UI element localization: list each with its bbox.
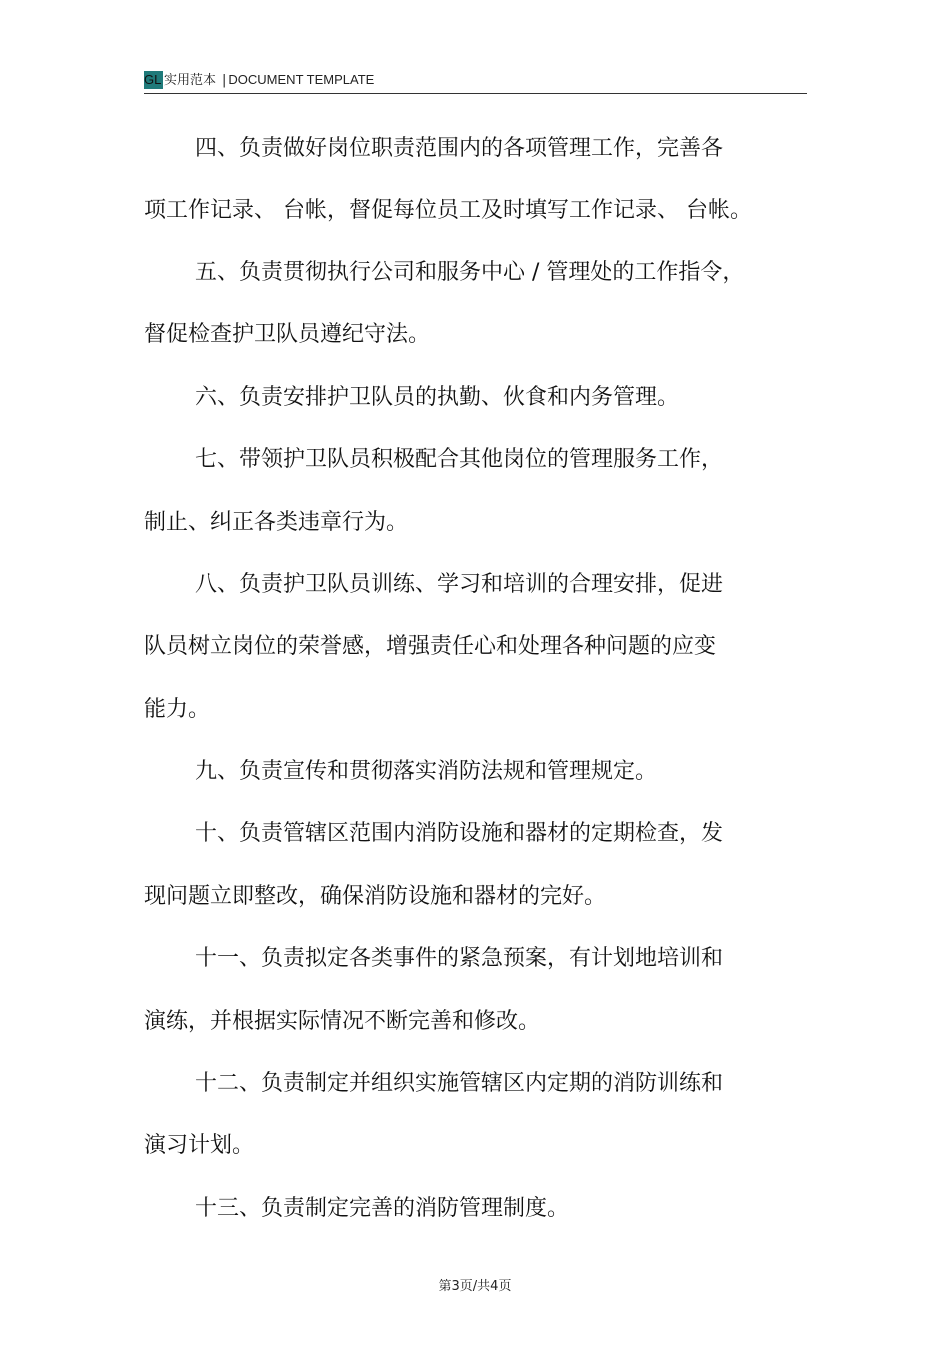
logo-text: GL (144, 72, 162, 87)
body-line: 十、负责管辖区范围内消防设施和器材的定期检查，发 (195, 821, 724, 846)
doc-type-label: DOCUMENT TEMPLATE (228, 72, 375, 87)
body-line: 九、负责宣传和贯彻落实消防法规和管理规定。 (195, 759, 658, 784)
body-line: 十三、负责制定完善的消防管理制度。 (195, 1196, 570, 1221)
header-separator: | (222, 73, 227, 88)
page-number: 第3页/共4页 (438, 1279, 512, 1294)
body-line: 演习计划。 (144, 1133, 255, 1158)
body-line: 项工作记录、 台帐，督促每位员工及时填写工作记录、 台帐。 (144, 198, 752, 223)
document-header (144, 68, 807, 94)
body-line: 七、带领护卫队员积极配合其他岗位的管理服务工作， (195, 447, 724, 472)
body-line: 现问题立即整改，确保消防设施和器材的完好。 (144, 884, 607, 909)
header-title (164, 71, 374, 90)
body-line: 四、负责做好岗位职责范围内的各项管理工作，完善各 (195, 136, 724, 161)
brand-name: 实用范本 (164, 73, 217, 88)
body-line: 十一、负责拟定各类事件的紧急预案，有计划地培训和 (195, 946, 724, 971)
body-line: 十二、负责制定并组织实施管辖区内定期的消防训练和 (195, 1071, 724, 1096)
body-line: 八、负责护卫队员训练、学习和培训的合理安排，促进 (195, 572, 724, 597)
body-line: 督促检查护卫队员遵纪守法。 (144, 322, 431, 347)
body-line: 制止、纠正各类违章行为。 (144, 510, 409, 535)
body-line: 六、负责安排护卫队员的执勤、伙食和内务管理。 (195, 385, 680, 410)
body-line: 能力。 (144, 697, 211, 722)
body-line: 五、负责贯彻执行公司和服务中心 / 管理处的工作指令， (195, 260, 745, 285)
body-line: 演练，并根据实际情况不断完善和修改。 (144, 1009, 541, 1034)
body-line: 队员树立岗位的荣誉感，增强责任心和处理各种问题的应变 (144, 634, 717, 659)
